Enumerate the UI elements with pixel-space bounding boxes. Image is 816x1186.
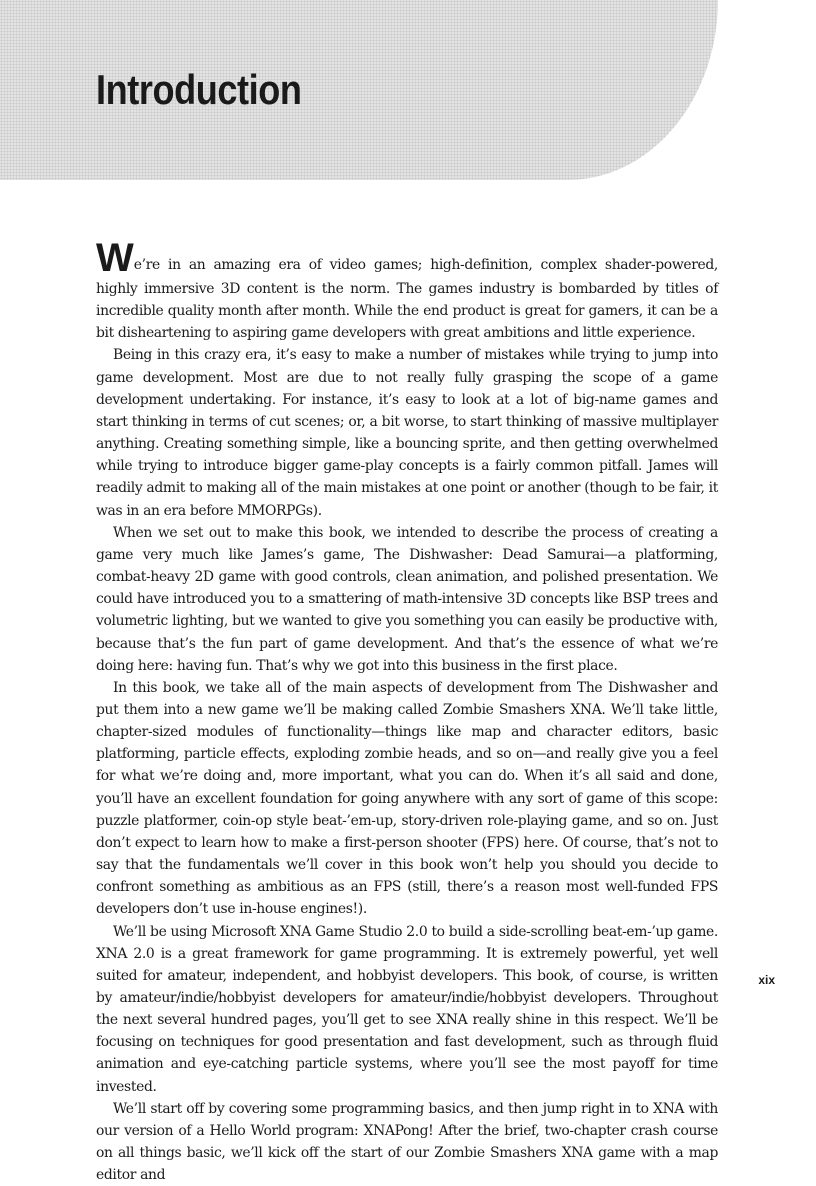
paragraph-3: When we set out to make this book, we intended to describe the process of creating a game very much like James’s game, The Dishwasher: Dead Samurai—a platforming, combat-heavy 2D game with good controls, clean animation, and polished presentation. We could have introduced you to a smattering of math-intensive 3D concepts like BSP trees and volumetric lighting, but we wanted to give you something you can easily be productive with, because that’s the fun part of game development. And that’s the essence of what we’re doing here: having fun. That’s why we got into this business in the first place.: [96, 524, 718, 674]
drop-cap: W: [96, 236, 134, 280]
page-number: xix: [758, 973, 775, 987]
paragraph-2: Being in this crazy era, it’s easy to make a number of mistakes while trying to jump into game development. Most are due to not really fully grasping the scope of a game development undertaking. For instance, it’s easy to look at a lot of big-name games and start thinking in terms of cut scenes; or, a bit worse, to start thinking of massive multiplayer anything. Creating something simple, like a bouncing sprite, and then getting overwhelmed while trying to introduce bigger game-play concepts is a fairly common pitfall. James will readily admit to making all of the main mistakes at one point or another (though to be fair, it was in an era before MMORPGs).: [96, 347, 718, 519]
paragraph-5: We’ll be using Microsoft XNA Game Studio 2.0 to build a side-scrolling beat-em-’up game. XNA 2.0 is a great framework for game programming. It is extremely powerful, yet well suited for amateur, independent, and hobbyist developers. This book, of course, is written by amateur/indie/hobbyist developers for amateur/indie/hobbyist developers. Throughout the next several hundred pages, you’ll get to see XNA really shine in this respect. We’ll be focusing on techniques for good presentation and fast development, such as through fluid animation and eye-catching particle systems, where you’ll see the most payoff for time invested.: [96, 923, 718, 1095]
chapter-title: Introduction: [96, 66, 302, 113]
paragraph-1: [96, 238, 718, 344]
paragraph-1-text: e’re in an amazing era of video games; high-definition, complex shader-powered, highly immersive 3D content is the norm. The games industry is bombarded by titles of incredible quality month after month. While the end product is great for gamers, it can be a bit disheartening to aspiring game developers with great ambitions and little experience.: [96, 257, 718, 342]
paragraph-4: In this book, we take all of the main aspects of development from The Dishwasher and put them into a new game we’ll be making called Zombie Smashers XNA. We’ll take little, chapter-sized modules of functionality—things like map and character editors, basic platforming, particle effects, exploding zombie heads, and so on—and really give you a feel for what we’re doing and, more important, what you can do. When it’s all said and done, you’ll have an excellent foundation for going anywhere with any sort of game of this scope: puzzle platformer, coin-op style beat-’em-up, story-driven role-playing game, and so on. Just don’t expect to learn how to make a first-person shooter (FPS) here. Of course, that’s not to say that the fundamentals we’ll cover in this book won’t help you should you decide to confront something as ambitious as an FPS (still, there’s a reason most well-funded FPS developers don’t use in-house engines!).: [96, 679, 718, 918]
paragraph-6: We’ll start off by covering some programming basics, and then jump right in to XNA with our version of a Hello World program: XNAPong! After the brief, two-chapter crash course on all things basic, we’ll kick off the start of our Zombie Smashers XNA game with a map editor and: [96, 1100, 718, 1184]
body-text: [96, 238, 718, 1186]
